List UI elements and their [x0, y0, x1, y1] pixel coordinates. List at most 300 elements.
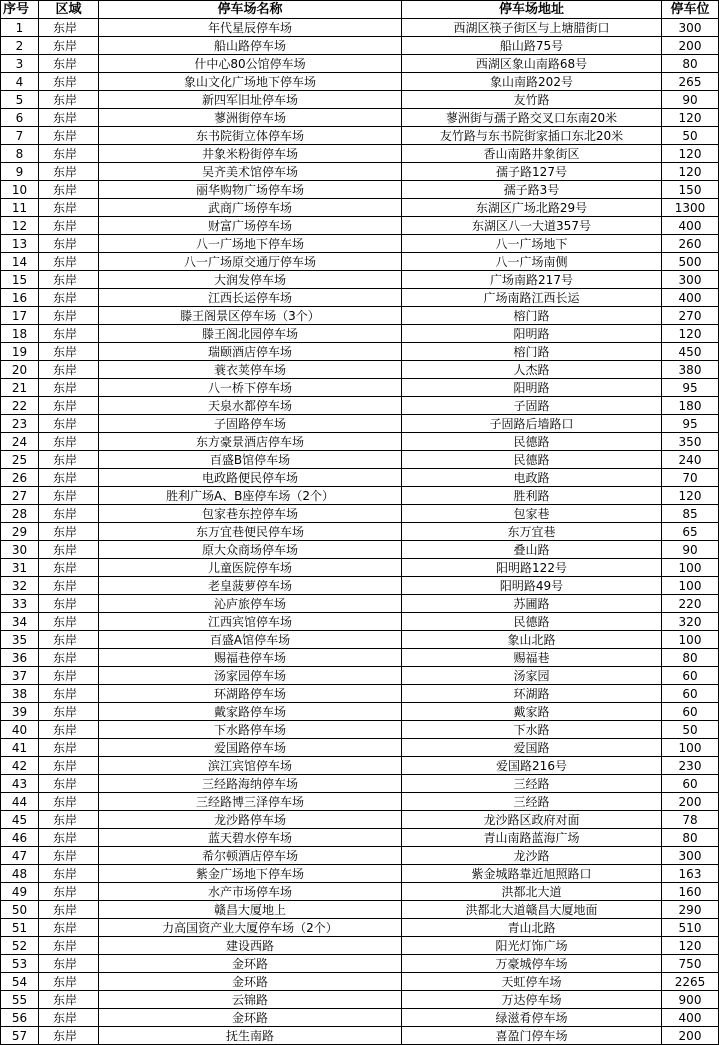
row-lot-name: 金环路: [99, 973, 402, 991]
row-spaces: 300: [662, 271, 719, 289]
row-lot-address: 阳明路49号: [402, 577, 662, 595]
row-index: 8: [1, 145, 39, 163]
row-index: 20: [1, 361, 39, 379]
row-spaces: 78: [662, 811, 719, 829]
row-index: 17: [1, 307, 39, 325]
table-row: [1, 631, 719, 649]
row-spaces: 900: [662, 991, 719, 1009]
row-lot-name: 电政路便民停车场: [99, 469, 402, 487]
row-lot-name: 蓼洲街停车场: [99, 109, 402, 127]
row-lot-address: 人杰路: [402, 361, 662, 379]
row-lot-address: 叠山路: [402, 541, 662, 559]
row-lot-address: 香山南路井象街区: [402, 145, 662, 163]
row-lot-name: 胜利广场A、B座停车场（2个）: [99, 487, 402, 505]
row-spaces: 260: [662, 235, 719, 253]
row-lot-address: 青山南路蓝海广场: [402, 829, 662, 847]
row-index: 46: [1, 829, 39, 847]
row-lot-address: 三经路: [402, 775, 662, 793]
table-row: [1, 325, 719, 343]
row-area: 东岸: [39, 955, 99, 973]
row-area: 东岸: [39, 19, 99, 37]
row-area: 东岸: [39, 469, 99, 487]
row-index: 42: [1, 757, 39, 775]
row-area: 东岸: [39, 253, 99, 271]
table-row: [1, 451, 719, 469]
table-row: [1, 19, 719, 37]
row-index: 10: [1, 181, 39, 199]
table-row: [1, 973, 719, 991]
row-spaces: 300: [662, 847, 719, 865]
row-lot-name: 力高国资产业大厦停车场（2个）: [99, 919, 402, 937]
row-area: 东岸: [39, 145, 99, 163]
row-area: 东岸: [39, 757, 99, 775]
row-lot-name: 八一广场地下停车场: [99, 235, 402, 253]
row-lot-address: 船山路75号: [402, 37, 662, 55]
row-area: 东岸: [39, 505, 99, 523]
row-area: 东岸: [39, 415, 99, 433]
row-lot-name: 包家巷东控停车场: [99, 505, 402, 523]
row-index: 53: [1, 955, 39, 973]
row-index: 18: [1, 325, 39, 343]
row-spaces: 220: [662, 595, 719, 613]
row-spaces: 120: [662, 937, 719, 955]
row-lot-name: 滕王阁北园停车场: [99, 325, 402, 343]
table-row: [1, 937, 719, 955]
table-row: [1, 307, 719, 325]
row-lot-name: 什中心80公馆停车场: [99, 55, 402, 73]
row-area: 东岸: [39, 631, 99, 649]
row-lot-name: 东书院街立体停车场: [99, 127, 402, 145]
row-lot-address: 爱国路: [402, 739, 662, 757]
table-row: [1, 55, 719, 73]
table-row: [1, 73, 719, 91]
row-lot-address: 环湖路: [402, 685, 662, 703]
table-row: [1, 541, 719, 559]
row-lot-address: 友竹路: [402, 91, 662, 109]
row-lot-address: 戴家路: [402, 703, 662, 721]
row-lot-address: 胜利路: [402, 487, 662, 505]
row-lot-name: 丽华购物广场停车场: [99, 181, 402, 199]
row-lot-name: 新四军旧址停车场: [99, 91, 402, 109]
row-index: 31: [1, 559, 39, 577]
row-lot-name: 滨江宾馆停车场: [99, 757, 402, 775]
row-index: 2: [1, 37, 39, 55]
table-row: [1, 1027, 719, 1045]
row-lot-address: 汤家园: [402, 667, 662, 685]
table-row: [1, 523, 719, 541]
table-row: [1, 577, 719, 595]
table-row: [1, 793, 719, 811]
table-row: [1, 289, 719, 307]
row-index: 48: [1, 865, 39, 883]
row-index: 32: [1, 577, 39, 595]
row-lot-name: 沁庐旅停车场: [99, 595, 402, 613]
row-lot-address: 阳明路122号: [402, 559, 662, 577]
row-spaces: 60: [662, 703, 719, 721]
row-area: 东岸: [39, 379, 99, 397]
row-area: 东岸: [39, 793, 99, 811]
row-area: 东岸: [39, 325, 99, 343]
row-area: 东岸: [39, 577, 99, 595]
row-spaces: 300: [662, 19, 719, 37]
table-row: [1, 397, 719, 415]
row-spaces: 180: [662, 397, 719, 415]
row-area: 东岸: [39, 559, 99, 577]
table-row: [1, 685, 719, 703]
row-lot-address: 洪都北大道: [402, 883, 662, 901]
row-lot-address: 包家巷: [402, 505, 662, 523]
row-lot-name: 蓝天碧水停车场: [99, 829, 402, 847]
row-lot-address: 榕门路: [402, 307, 662, 325]
row-index: 29: [1, 523, 39, 541]
row-lot-address: 民德路: [402, 451, 662, 469]
row-index: 34: [1, 613, 39, 631]
row-lot-name: 天泉水都停车场: [99, 397, 402, 415]
row-lot-name: 金环路: [99, 1009, 402, 1027]
table-row: [1, 91, 719, 109]
row-lot-address: 八一广场地下: [402, 235, 662, 253]
row-index: 54: [1, 973, 39, 991]
row-index: 23: [1, 415, 39, 433]
row-lot-address: 绿滋肴停车场: [402, 1009, 662, 1027]
row-lot-name: 赣昌大厦地上: [99, 901, 402, 919]
row-area: 东岸: [39, 883, 99, 901]
table-row: [1, 901, 719, 919]
row-lot-name: 原大众商场停车场: [99, 541, 402, 559]
row-spaces: 100: [662, 559, 719, 577]
row-lot-address: 象山北路: [402, 631, 662, 649]
table-row: [1, 343, 719, 361]
row-spaces: 1300: [662, 199, 719, 217]
row-area: 东岸: [39, 901, 99, 919]
row-area: 东岸: [39, 199, 99, 217]
row-spaces: 450: [662, 343, 719, 361]
row-lot-name: 百盛A馆停车场: [99, 631, 402, 649]
table-row: [1, 487, 719, 505]
row-lot-name: 子固路停车场: [99, 415, 402, 433]
row-lot-name: 下水路停车场: [99, 721, 402, 739]
row-area: 东岸: [39, 1009, 99, 1027]
row-index: 19: [1, 343, 39, 361]
row-lot-address: 子固路: [402, 397, 662, 415]
row-lot-name: 戴家路停车场: [99, 703, 402, 721]
row-spaces: 400: [662, 1009, 719, 1027]
row-area: 东岸: [39, 991, 99, 1009]
header-lot-name: 停车场名称: [99, 1, 402, 19]
row-index: 39: [1, 703, 39, 721]
row-lot-name: 武商广场停车场: [99, 199, 402, 217]
row-spaces: 163: [662, 865, 719, 883]
row-spaces: 50: [662, 127, 719, 145]
row-index: 14: [1, 253, 39, 271]
row-spaces: 80: [662, 829, 719, 847]
row-lot-name: 八一广场原交通厅停车场: [99, 253, 402, 271]
row-index: 25: [1, 451, 39, 469]
row-spaces: 750: [662, 955, 719, 973]
row-lot-name: 蓑衣荚停车场: [99, 361, 402, 379]
row-lot-name: 井象米粉街停车场: [99, 145, 402, 163]
row-spaces: 80: [662, 55, 719, 73]
row-spaces: 120: [662, 109, 719, 127]
row-lot-name: 八一桥下停车场: [99, 379, 402, 397]
row-index: 37: [1, 667, 39, 685]
row-area: 东岸: [39, 847, 99, 865]
row-lot-name: 紫金广场地下停车场: [99, 865, 402, 883]
row-area: 东岸: [39, 667, 99, 685]
row-index: 52: [1, 937, 39, 955]
row-spaces: 270: [662, 307, 719, 325]
row-lot-address: 蓼洲街与孺子路交叉口东南20米: [402, 109, 662, 127]
row-lot-address: 龙沙路: [402, 847, 662, 865]
row-index: 33: [1, 595, 39, 613]
table-row: [1, 217, 719, 235]
row-index: 50: [1, 901, 39, 919]
row-index: 24: [1, 433, 39, 451]
row-lot-address: 阳明路: [402, 325, 662, 343]
row-area: 东岸: [39, 343, 99, 361]
table-row: [1, 703, 719, 721]
row-lot-address: 东万宜巷: [402, 523, 662, 541]
row-area: 东岸: [39, 973, 99, 991]
row-lot-name: 环湖路停车场: [99, 685, 402, 703]
row-lot-name: 龙沙路停车场: [99, 811, 402, 829]
row-spaces: 50: [662, 721, 719, 739]
row-spaces: 60: [662, 667, 719, 685]
row-lot-address: 喜盈门停车场: [402, 1027, 662, 1045]
row-index: 16: [1, 289, 39, 307]
row-lot-name: 象山文化广场地下停车场: [99, 73, 402, 91]
row-index: 44: [1, 793, 39, 811]
row-index: 40: [1, 721, 39, 739]
row-lot-address: 孺子路3号: [402, 181, 662, 199]
row-area: 东岸: [39, 397, 99, 415]
row-area: 东岸: [39, 109, 99, 127]
row-lot-name: 老皇菠萝停车场: [99, 577, 402, 595]
row-lot-name: 东方豪景酒店停车场: [99, 433, 402, 451]
row-area: 东岸: [39, 1027, 99, 1045]
row-lot-name: 年代星辰停车场: [99, 19, 402, 37]
row-area: 东岸: [39, 721, 99, 739]
row-lot-address: 民德路: [402, 613, 662, 631]
row-spaces: 350: [662, 433, 719, 451]
row-lot-address: 广场南路江西长运: [402, 289, 662, 307]
row-area: 东岸: [39, 271, 99, 289]
row-index: 51: [1, 919, 39, 937]
row-area: 东岸: [39, 91, 99, 109]
row-lot-name: 百盛B馆停车场: [99, 451, 402, 469]
row-area: 东岸: [39, 235, 99, 253]
row-lot-address: 榕门路: [402, 343, 662, 361]
row-spaces: 100: [662, 739, 719, 757]
table-row: [1, 1009, 719, 1027]
table-row: [1, 37, 719, 55]
row-lot-address: 万豪城停车场: [402, 955, 662, 973]
table-row: [1, 865, 719, 883]
row-index: 49: [1, 883, 39, 901]
row-area: 东岸: [39, 361, 99, 379]
header-row: [1, 1, 719, 19]
row-index: 56: [1, 1009, 39, 1027]
row-area: 东岸: [39, 703, 99, 721]
row-lot-name: 财富广场停车场: [99, 217, 402, 235]
table-row: [1, 505, 719, 523]
row-area: 东岸: [39, 739, 99, 757]
row-spaces: 90: [662, 91, 719, 109]
row-area: 东岸: [39, 73, 99, 91]
row-lot-name: 三经路海纳停车场: [99, 775, 402, 793]
row-spaces: 380: [662, 361, 719, 379]
row-lot-address: 西湖区筷子街区与上塘腊街口: [402, 19, 662, 37]
row-area: 东岸: [39, 55, 99, 73]
row-lot-address: 阳光灯饰广场: [402, 937, 662, 955]
table-row: [1, 415, 719, 433]
table-row: [1, 379, 719, 397]
row-index: 47: [1, 847, 39, 865]
row-area: 东岸: [39, 829, 99, 847]
header-spaces: 停车位: [662, 1, 719, 19]
row-lot-address: 下水路: [402, 721, 662, 739]
row-spaces: 500: [662, 253, 719, 271]
row-spaces: 120: [662, 325, 719, 343]
table-row: [1, 109, 719, 127]
header-index: 序号: [1, 1, 39, 19]
row-lot-address: 友竹路与东书院街家插口东北20米: [402, 127, 662, 145]
row-lot-name: 江西长运停车场: [99, 289, 402, 307]
row-index: 7: [1, 127, 39, 145]
row-lot-name: 云锦路: [99, 991, 402, 1009]
row-lot-address: 紫金城路靠近旭照路口: [402, 865, 662, 883]
row-lot-address: 西湖区象山南路68号: [402, 55, 662, 73]
row-area: 东岸: [39, 775, 99, 793]
table-row: [1, 811, 719, 829]
row-lot-address: 苏圃路: [402, 595, 662, 613]
row-index: 26: [1, 469, 39, 487]
row-lot-name: 大润发停车场: [99, 271, 402, 289]
row-lot-address: 爱国路216号: [402, 757, 662, 775]
row-lot-address: 天虹停车场: [402, 973, 662, 991]
row-spaces: 200: [662, 1027, 719, 1045]
header-lot-address: 停车场地址: [402, 1, 662, 19]
row-area: 东岸: [39, 613, 99, 631]
row-lot-name: 金环路: [99, 955, 402, 973]
row-spaces: 320: [662, 613, 719, 631]
row-index: 6: [1, 109, 39, 127]
row-spaces: 90: [662, 541, 719, 559]
row-lot-address: 电政路: [402, 469, 662, 487]
row-spaces: 150: [662, 181, 719, 199]
table-row: [1, 199, 719, 217]
row-area: 东岸: [39, 937, 99, 955]
row-index: 9: [1, 163, 39, 181]
row-lot-name: 船山路停车场: [99, 37, 402, 55]
table-row: [1, 127, 719, 145]
row-area: 东岸: [39, 595, 99, 613]
row-lot-address: 子固路后墙路口: [402, 415, 662, 433]
row-index: 35: [1, 631, 39, 649]
row-index: 21: [1, 379, 39, 397]
row-spaces: 230: [662, 757, 719, 775]
row-index: 30: [1, 541, 39, 559]
row-spaces: 85: [662, 505, 719, 523]
row-index: 3: [1, 55, 39, 73]
row-spaces: 70: [662, 469, 719, 487]
table-row: [1, 739, 719, 757]
row-spaces: 120: [662, 487, 719, 505]
row-lot-name: 滕王阁景区停车场（3个）: [99, 307, 402, 325]
row-lot-name: 吴齐美术馆停车场: [99, 163, 402, 181]
row-area: 东岸: [39, 307, 99, 325]
row-spaces: 95: [662, 415, 719, 433]
row-area: 东岸: [39, 649, 99, 667]
row-spaces: 80: [662, 649, 719, 667]
table-row: [1, 991, 719, 1009]
row-spaces: 95: [662, 379, 719, 397]
row-lot-name: 爱国路停车场: [99, 739, 402, 757]
row-index: 57: [1, 1027, 39, 1045]
row-index: 11: [1, 199, 39, 217]
row-spaces: 240: [662, 451, 719, 469]
table-row: [1, 559, 719, 577]
row-spaces: 120: [662, 145, 719, 163]
row-lot-address: 东湖区八一大道357号: [402, 217, 662, 235]
row-index: 38: [1, 685, 39, 703]
row-spaces: 400: [662, 289, 719, 307]
row-index: 12: [1, 217, 39, 235]
row-area: 东岸: [39, 685, 99, 703]
row-index: 43: [1, 775, 39, 793]
row-area: 东岸: [39, 865, 99, 883]
row-spaces: 200: [662, 793, 719, 811]
row-spaces: 290: [662, 901, 719, 919]
row-index: 15: [1, 271, 39, 289]
row-spaces: 200: [662, 37, 719, 55]
table-row: [1, 361, 719, 379]
row-index: 41: [1, 739, 39, 757]
row-area: 东岸: [39, 451, 99, 469]
table-row: [1, 955, 719, 973]
table-row: [1, 145, 719, 163]
row-spaces: 400: [662, 217, 719, 235]
row-lot-address: 青山北路: [402, 919, 662, 937]
row-area: 东岸: [39, 37, 99, 55]
row-lot-name: 希尔顿酒店停车场: [99, 847, 402, 865]
row-area: 东岸: [39, 289, 99, 307]
table-row: [1, 433, 719, 451]
row-index: 4: [1, 73, 39, 91]
row-area: 东岸: [39, 487, 99, 505]
row-spaces: 265: [662, 73, 719, 91]
row-index: 36: [1, 649, 39, 667]
table-row: [1, 253, 719, 271]
row-lot-address: 东湖区广场北路29号: [402, 199, 662, 217]
table-row: [1, 649, 719, 667]
row-lot-name: 江西宾馆停车场: [99, 613, 402, 631]
row-index: 45: [1, 811, 39, 829]
table-row: [1, 919, 719, 937]
row-lot-address: 阳明路: [402, 379, 662, 397]
row-lot-name: 东万宜巷便民停车场: [99, 523, 402, 541]
row-lot-name: 赐福巷停车场: [99, 649, 402, 667]
row-area: 东岸: [39, 163, 99, 181]
table-row: [1, 721, 719, 739]
table-row: [1, 163, 719, 181]
table-row: [1, 775, 719, 793]
table-row: [1, 469, 719, 487]
row-spaces: 65: [662, 523, 719, 541]
row-spaces: 120: [662, 163, 719, 181]
row-lot-name: 建设西路: [99, 937, 402, 955]
row-spaces: 160: [662, 883, 719, 901]
